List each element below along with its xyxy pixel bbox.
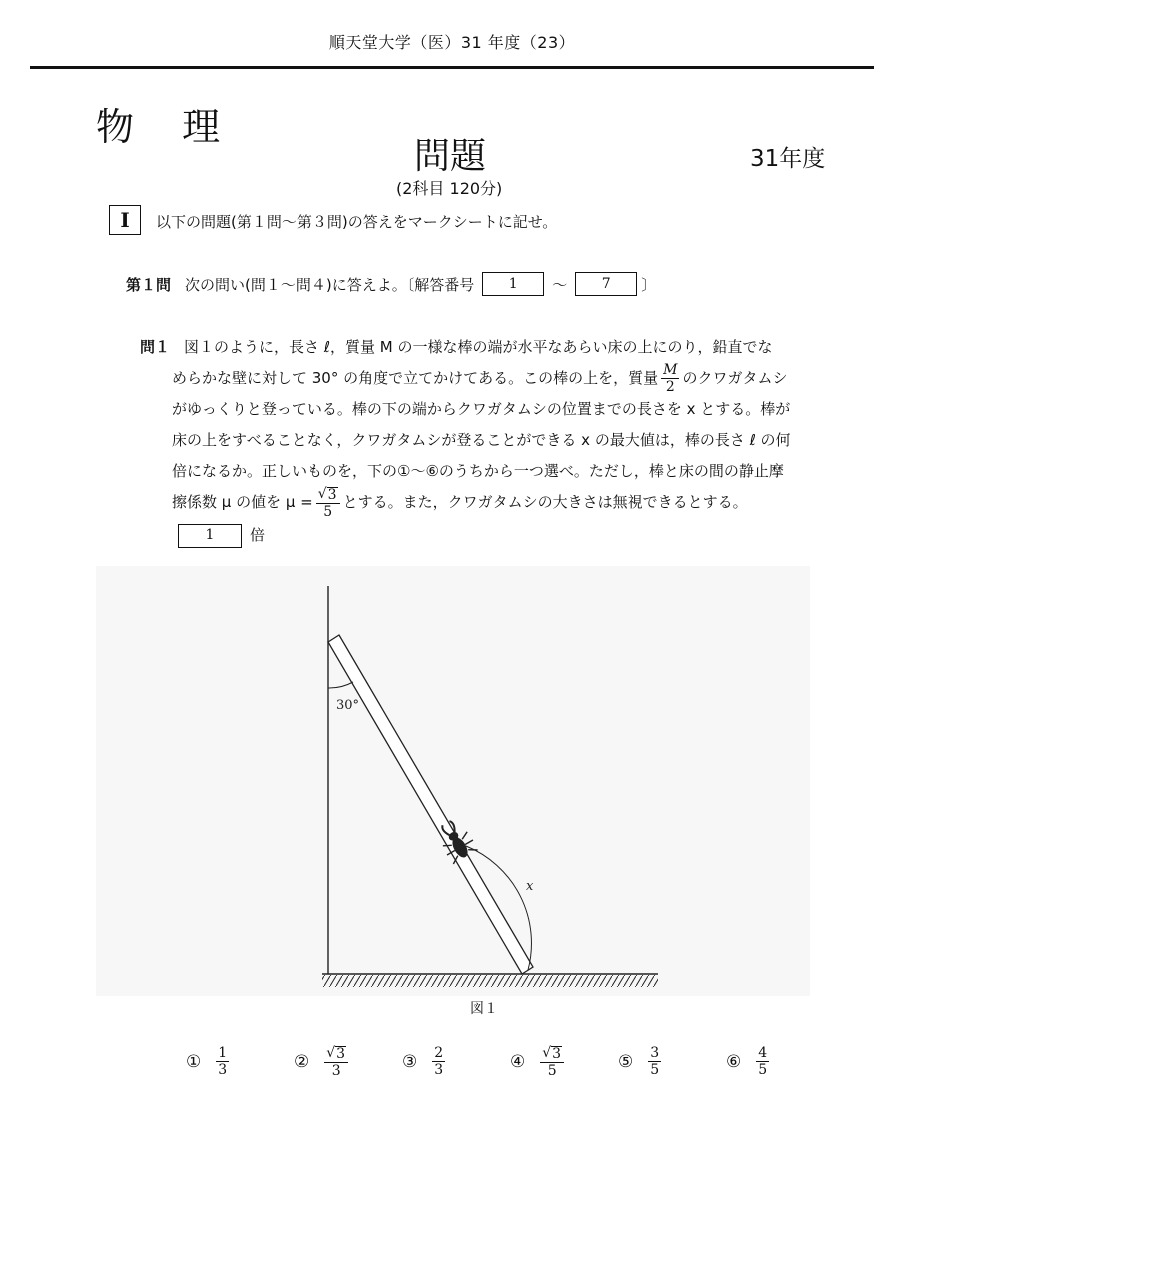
choice-3	[402, 1046, 448, 1077]
choice-denominator: 3	[434, 1062, 444, 1078]
problem-line-2-text-a: めらかな壁に対して 30° の角度で立てかけてある。この棒の上を，質量	[172, 369, 659, 387]
length-x-label: x	[526, 879, 534, 894]
duration-label: (2科目 120分)	[396, 179, 503, 198]
problem-line-4: 床の上をすべることなく，クワガタムシが登ることができる x の最大値は，棒の長さ ℓ の何	[172, 431, 791, 449]
tilde: ～	[552, 275, 568, 294]
answer-suffix: 倍	[250, 526, 266, 544]
sqrt-symbol: √ 3	[542, 1045, 562, 1062]
figure-caption: 図１	[470, 1001, 498, 1017]
choice-1	[186, 1046, 232, 1077]
problem-line-2	[140, 363, 820, 394]
answer-number-box-start: 1	[482, 272, 544, 296]
choice-fraction	[540, 1046, 564, 1078]
angle-label: 30°	[336, 698, 360, 713]
choice-fraction	[432, 1046, 445, 1077]
choice-mark: ④	[510, 1052, 526, 1072]
mass-fraction-numerator: M	[663, 362, 678, 378]
choice-numerator	[324, 1046, 348, 1063]
choice-mark: ⑤	[618, 1051, 634, 1072]
choice-denominator: 3	[218, 1062, 228, 1078]
choice-numerator	[540, 1046, 564, 1063]
question-1-line	[126, 272, 656, 296]
figure-1	[96, 566, 810, 996]
choice-numerator: 4	[758, 1045, 768, 1061]
answer-number-box-end: 7	[575, 272, 637, 296]
choice-mark: ⑥	[726, 1051, 742, 1072]
friction-fraction-denominator: 5	[323, 503, 333, 520]
angle-arc	[328, 682, 353, 688]
page-header: 順天堂大学（医）31 年度（23）	[328, 33, 576, 52]
problem-1-label: 問１	[140, 338, 171, 356]
problem-line-6-text-a: 擦係数 μ の値を μ =	[172, 493, 313, 511]
choice-mark: ③	[402, 1051, 418, 1072]
problem-line-1	[140, 332, 820, 363]
choice-fraction	[648, 1046, 661, 1077]
problem-line-6	[140, 487, 820, 518]
choice-4	[510, 1046, 567, 1078]
choice-denominator: 3	[331, 1063, 341, 1079]
bracket-close: 〕	[641, 275, 657, 294]
section-number-box: I	[109, 205, 141, 235]
question-1-text: 次の問い(問１～問４)に答えよ。〔解答番号	[185, 275, 475, 294]
year-label: 31年度	[750, 146, 826, 172]
problem-line-6-text-b: とする。また，クワガタムシの大きさは無視できるとする。	[342, 493, 748, 511]
choice-2	[294, 1046, 351, 1078]
mass-fraction	[661, 363, 679, 394]
problem-line-3: がゆっくりと登っている。棒の下の端からクワガタムシの位置までの長さを x とする。棒が	[172, 400, 791, 418]
page-title: 問題	[414, 136, 487, 177]
answer-choices	[182, 1046, 802, 1096]
choice-mark: ②	[294, 1052, 310, 1072]
choice-numerator: 1	[218, 1045, 228, 1061]
friction-fraction	[316, 487, 340, 519]
figure-1-drawing	[96, 566, 810, 996]
choice-fraction	[216, 1046, 229, 1077]
choice-5	[618, 1046, 664, 1077]
sqrt-symbol: √ 3	[317, 485, 337, 503]
section-instruction: 以下の問題(第１問～第３問)の答えをマークシートに記せ。	[156, 213, 558, 231]
choice-6	[726, 1046, 772, 1077]
choice-mark: ①	[186, 1051, 202, 1072]
sqrt-radicand: 3	[327, 486, 337, 503]
header-divider	[30, 66, 874, 69]
rod	[328, 635, 533, 974]
sqrt-symbol: √ 3	[326, 1045, 346, 1062]
problem-line-2-text-b: のクワガタムシ	[682, 369, 788, 387]
problem-line-1-text: 図１のように，長さ ℓ，質量 M の一様な棒の端が水平なあらい床の上にのり，鉛直でな	[184, 338, 773, 356]
choice-numerator: 3	[650, 1045, 660, 1061]
question-1-label: 第１問	[126, 275, 172, 294]
friction-fraction-numerator	[316, 487, 340, 504]
sqrt-radicand: 3	[336, 1046, 346, 1062]
sqrt-radicand: 3	[552, 1046, 562, 1062]
choice-numerator: 2	[434, 1045, 444, 1061]
choice-denominator: 5	[650, 1062, 660, 1078]
problem-line-5: 倍になるか。正しいものを，下の①～⑥のうちから一つ選べ。ただし，棒と床の間の静止摩	[172, 462, 784, 480]
subject-heading: 物 理	[96, 105, 239, 149]
problem-answer-line	[140, 520, 820, 551]
choice-denominator: 5	[547, 1063, 557, 1079]
problem-1	[140, 332, 820, 551]
choice-denominator: 5	[758, 1062, 768, 1078]
floor-hatching	[322, 975, 658, 987]
mass-fraction-denominator: 2	[665, 379, 675, 395]
answer-box-1: 1	[178, 524, 242, 548]
choice-fraction	[324, 1046, 348, 1078]
choice-fraction	[756, 1046, 769, 1077]
